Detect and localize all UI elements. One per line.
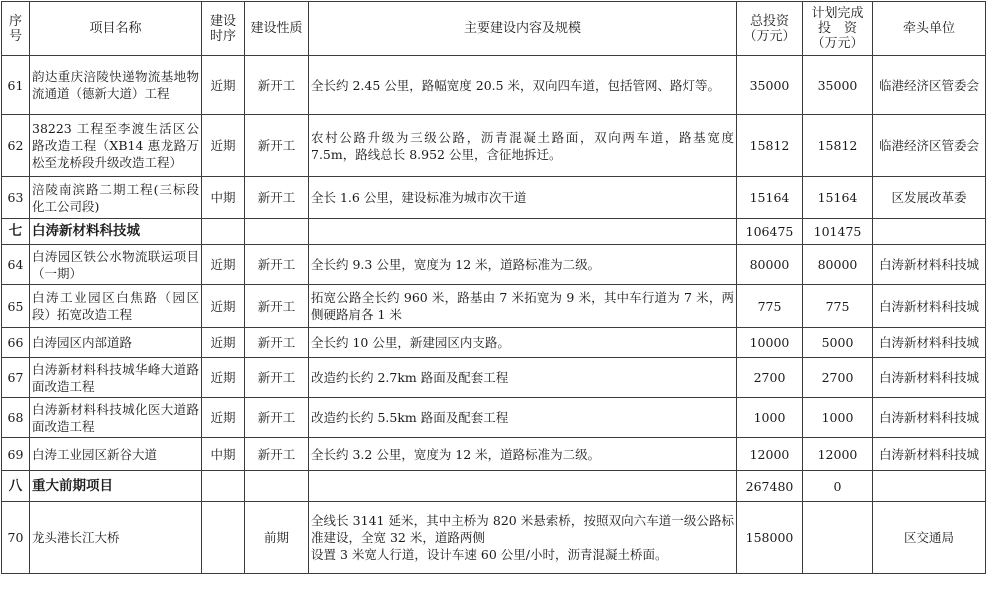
section-no: 七 xyxy=(2,219,30,245)
row-name: 白涛新材料科技城化医大道路面改造工程 xyxy=(30,398,202,438)
row-lead: 白涛新材料科技城 xyxy=(873,245,986,285)
row-content: 全线长 3141 延米，其中主桥为 820 米悬索桥，按照双向六车道一级公路标准建设，全宽 32 米，道路两侧 设置 3 米宽人行道，设计车速 60 公里/小时，沥青混凝土桥面。 xyxy=(309,502,737,574)
header-timing: 建设 时序 xyxy=(202,2,245,56)
section-name: 重大前期项目 xyxy=(30,471,202,502)
row-nature: 新开工 xyxy=(245,115,309,177)
table-row xyxy=(2,56,986,115)
row-content: 全长约 10 公里，新建园区内支路。 xyxy=(309,328,737,358)
row-lead: 白涛新材料科技城 xyxy=(873,328,986,358)
row-total: 12000 xyxy=(737,438,803,471)
row-no: 67 xyxy=(2,358,30,398)
header-seq: 序号 xyxy=(2,2,30,56)
row-name: 白涛工业园区新谷大道 xyxy=(30,438,202,471)
row-no: 68 xyxy=(2,398,30,438)
row-planned: 12000 xyxy=(803,438,873,471)
row-timing: 中期 xyxy=(202,177,245,219)
section-no: 八 xyxy=(2,471,30,502)
row-nature: 新开工 xyxy=(245,358,309,398)
table-row xyxy=(2,358,986,398)
header-planned: 计划完成 投 资 （万元） xyxy=(803,2,873,56)
row-planned xyxy=(803,502,873,574)
table-row xyxy=(2,502,986,574)
row-content: 改造约长约 5.5km 路面及配套工程 xyxy=(309,398,737,438)
row-no: 61 xyxy=(2,56,30,115)
row-no: 65 xyxy=(2,285,30,328)
row-timing: 近期 xyxy=(202,358,245,398)
table-row xyxy=(2,438,986,471)
row-planned: 35000 xyxy=(803,56,873,115)
row-nature: 新开工 xyxy=(245,177,309,219)
row-no: 63 xyxy=(2,177,30,219)
section-planned: 101475 xyxy=(803,219,873,245)
row-content: 农村公路升级为三级公路，沥青混凝土路面，双向两车道，路基宽度 7.5m，路线总长 8.952 公里，含征地拆迁。 xyxy=(309,115,737,177)
section-row xyxy=(2,219,986,245)
row-timing: 近期 xyxy=(202,115,245,177)
row-planned: 15812 xyxy=(803,115,873,177)
row-total: 80000 xyxy=(737,245,803,285)
row-name: 白涛新材料科技城华峰大道路面改造工程 xyxy=(30,358,202,398)
section-row xyxy=(2,471,986,502)
table-row xyxy=(2,245,986,285)
row-total: 158000 xyxy=(737,502,803,574)
row-timing: 近期 xyxy=(202,328,245,358)
row-no: 69 xyxy=(2,438,30,471)
table-row xyxy=(2,115,986,177)
section-name: 白涛新材料科技城 xyxy=(30,219,202,245)
row-lead: 白涛新材料科技城 xyxy=(873,398,986,438)
row-lead: 区发展改革委 xyxy=(873,177,986,219)
row-nature: 新开工 xyxy=(245,56,309,115)
row-lead: 临港经济区管委会 xyxy=(873,115,986,177)
table-row xyxy=(2,328,986,358)
row-no: 64 xyxy=(2,245,30,285)
row-timing: 近期 xyxy=(202,285,245,328)
row-timing xyxy=(202,502,245,574)
row-lead: 白涛新材料科技城 xyxy=(873,285,986,328)
table-row xyxy=(2,285,986,328)
table-row xyxy=(2,177,986,219)
row-no: 66 xyxy=(2,328,30,358)
row-content: 全长约 9.3 公里，宽度为 12 米，道路标准为二级。 xyxy=(309,245,737,285)
header-name: 项目名称 xyxy=(30,2,202,56)
row-name: 龙头港长江大桥 xyxy=(30,502,202,574)
row-content: 全长 1.6 公里，建设标准为城市次干道 xyxy=(309,177,737,219)
row-no: 62 xyxy=(2,115,30,177)
section-total: 267480 xyxy=(737,471,803,502)
row-name: 涪陵南滨路二期工程(三标段化工公司段) xyxy=(30,177,202,219)
table-row xyxy=(2,398,986,438)
row-content: 全长约 2.45 公里，路幅宽度 20.5 米，双向四车道，包括管网、路灯等。 xyxy=(309,56,737,115)
row-planned: 15164 xyxy=(803,177,873,219)
row-name: 白涛园区内部道路 xyxy=(30,328,202,358)
row-total: 15164 xyxy=(737,177,803,219)
row-lead: 白涛新材料科技城 xyxy=(873,438,986,471)
row-planned: 2700 xyxy=(803,358,873,398)
row-name: 韵达重庆涪陵快递物流基地物流通道（德新大道）工程 xyxy=(30,56,202,115)
row-timing: 近期 xyxy=(202,245,245,285)
section-planned: 0 xyxy=(803,471,873,502)
row-total: 1000 xyxy=(737,398,803,438)
header-total: 总投资 （万元） xyxy=(737,2,803,56)
row-name: 白涛工业园区白焦路（园区段）拓宽改造工程 xyxy=(30,285,202,328)
row-content: 改造约长约 2.7km 路面及配套工程 xyxy=(309,358,737,398)
row-nature: 新开工 xyxy=(245,398,309,438)
row-nature: 新开工 xyxy=(245,245,309,285)
row-planned: 1000 xyxy=(803,398,873,438)
row-lead: 区交通局 xyxy=(873,502,986,574)
row-total: 2700 xyxy=(737,358,803,398)
row-content: 全长约 3.2 公里，宽度为 12 米，道路标准为二级。 xyxy=(309,438,737,471)
header-nature: 建设性质 xyxy=(245,2,309,56)
row-total: 15812 xyxy=(737,115,803,177)
row-lead: 临港经济区管委会 xyxy=(873,56,986,115)
row-timing: 近期 xyxy=(202,398,245,438)
header-row xyxy=(2,2,986,56)
header-content: 主要建设内容及规模 xyxy=(309,2,737,56)
row-name: 38223 工程至李渡生活区公路改造工程（XB14 惠龙路万松至龙桥段升级改造工程） xyxy=(30,115,202,177)
row-nature: 新开工 xyxy=(245,285,309,328)
row-total: 35000 xyxy=(737,56,803,115)
row-timing: 近期 xyxy=(202,56,245,115)
row-nature: 新开工 xyxy=(245,438,309,471)
row-total: 775 xyxy=(737,285,803,328)
row-nature: 新开工 xyxy=(245,328,309,358)
row-nature: 前期 xyxy=(245,502,309,574)
row-planned: 775 xyxy=(803,285,873,328)
row-planned: 5000 xyxy=(803,328,873,358)
row-planned: 80000 xyxy=(803,245,873,285)
row-content: 拓宽公路全长约 960 米，路基由 7 米拓宽为 9 米，其中车行道为 7 米，两侧硬路肩各 1 米 xyxy=(309,285,737,328)
section-total: 106475 xyxy=(737,219,803,245)
row-timing: 中期 xyxy=(202,438,245,471)
row-total: 10000 xyxy=(737,328,803,358)
row-name: 白涛园区铁公水物流联运项目（一期） xyxy=(30,245,202,285)
header-lead: 牵头单位 xyxy=(873,2,986,56)
row-lead: 白涛新材料科技城 xyxy=(873,358,986,398)
project-table xyxy=(1,1,986,574)
row-no: 70 xyxy=(2,502,30,574)
